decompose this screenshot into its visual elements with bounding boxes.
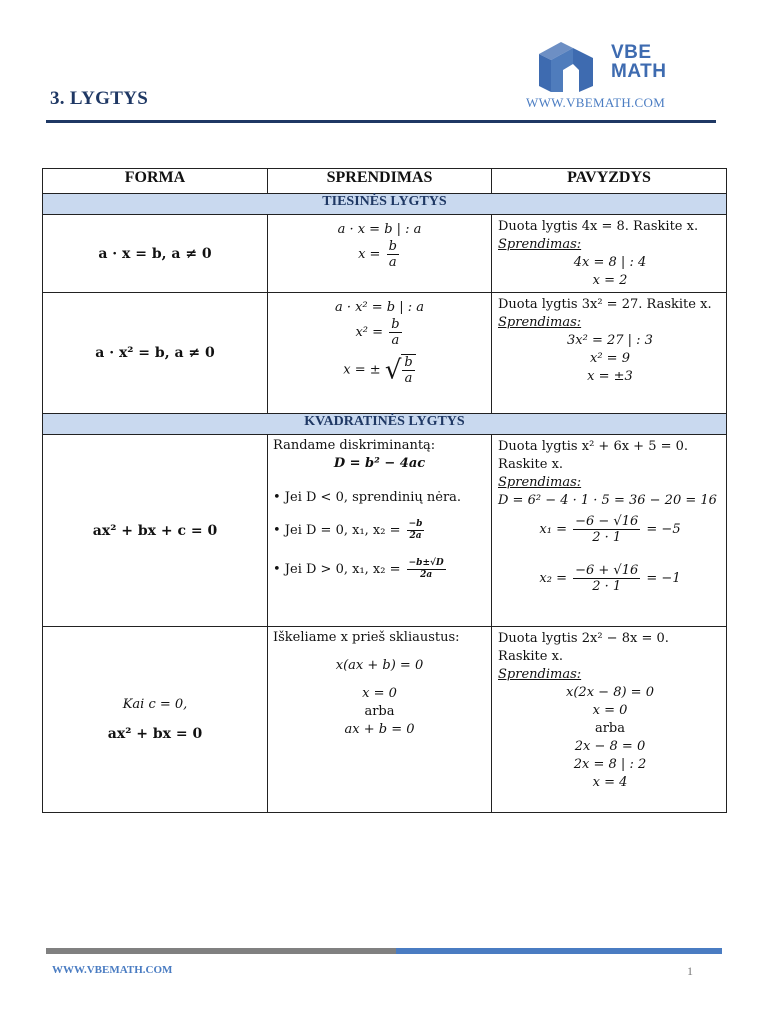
- logo-text-line2: MATH: [611, 61, 667, 82]
- example-step: 2x − 8 = 0: [574, 739, 646, 754]
- example-step: x(2x − 8) = 0: [566, 685, 654, 700]
- example-step: x = ±3: [587, 369, 633, 384]
- example-intro: Duota lygtis 3x² = 27. Raskite x.: [498, 297, 712, 312]
- solution-root-lhs: x = ±: [343, 362, 381, 378]
- solution-lhs: x² =: [355, 325, 384, 340]
- root-value: = −5: [646, 522, 681, 537]
- solution-step: a · x² = b | : a: [334, 300, 425, 315]
- page-number: 1: [687, 964, 693, 978]
- page-title: 3. LYGTYS: [50, 88, 149, 109]
- example-step: x = 2: [592, 273, 628, 288]
- logo-text-line1: VBE: [611, 42, 652, 63]
- fraction-denominator: 2 · 1: [592, 579, 622, 594]
- root-lhs: x₁ =: [539, 522, 567, 537]
- vbemath-logo: [539, 40, 679, 92]
- example-step: arba: [594, 721, 626, 736]
- fraction-numerator: b: [388, 239, 397, 254]
- header-divider: [46, 120, 716, 123]
- forma-cell: [43, 627, 268, 813]
- footer-site-url[interactable]: WWW.VBEMATH.COM: [52, 964, 173, 976]
- example-step: x = 0: [592, 703, 628, 718]
- solution-step: ax + b = 0: [344, 722, 415, 737]
- fraction-numerator: −b±√D: [408, 558, 444, 568]
- forma-cell: [43, 435, 268, 627]
- solution-step: arba: [364, 704, 395, 719]
- fraction: [573, 514, 640, 545]
- solution-cell: [268, 435, 492, 627]
- table-row: [43, 435, 727, 627]
- column-header-forma: FORMA: [43, 169, 268, 194]
- example-cell: [492, 627, 727, 813]
- column-header-sprendimas: SPRENDIMAS: [268, 169, 492, 194]
- fraction-denominator: a: [388, 255, 397, 270]
- example-intro: Duota lygtis 2x² − 8x = 0.: [498, 631, 669, 646]
- example-cell: [492, 293, 727, 414]
- solution-step: x = 0: [362, 686, 397, 701]
- square-root: √ $\frac{b}{a}$: [385, 354, 416, 386]
- fraction-denominator: 2 · 1: [592, 530, 622, 545]
- example-intro: Raskite x.: [498, 457, 564, 472]
- fraction-numerator: −6 − √16: [575, 514, 639, 529]
- fraction-denominator: 2a: [409, 531, 422, 541]
- example-label: Sprendimas:: [498, 237, 582, 252]
- fraction-denominator: a: [391, 333, 400, 348]
- example-label: Sprendimas:: [498, 475, 582, 490]
- root-lhs: x₂ =: [539, 571, 567, 586]
- cube-logo-icon: [539, 42, 595, 92]
- solution-cell: [268, 627, 492, 813]
- fraction: [387, 239, 399, 270]
- example-step: x = 4: [592, 775, 628, 790]
- fraction: [407, 558, 446, 581]
- example-step: 3x² = 27 | : 3: [567, 333, 653, 348]
- example-label: Sprendimas:: [498, 667, 582, 682]
- discriminant-formula: D = b² − 4ac: [333, 456, 426, 471]
- forma-equation: ax² + bx + c = 0: [92, 522, 218, 539]
- section-title-quadratic: KVADRATINĖS LYGTYS: [43, 414, 727, 435]
- table-header-row: [43, 169, 727, 194]
- root-value: = −1: [646, 571, 681, 586]
- example-intro: Duota lygtis x² + 6x + 5 = 0.: [498, 439, 689, 454]
- fraction-numerator: b: [404, 355, 413, 370]
- solution-intro: Iškeliame x prieš skliaustus:: [273, 630, 460, 645]
- solution-step: a · x = b | : a: [337, 222, 422, 237]
- solution-lhs: x =: [358, 247, 381, 262]
- forma-cell: [43, 215, 268, 293]
- case-d-positive: • Jei D > 0, x₁, x₂ =: [273, 562, 401, 577]
- header-site-url[interactable]: WWW.VBEMATH.COM: [526, 95, 666, 110]
- forma-note: Kai c = 0,: [122, 697, 188, 712]
- solution-intro: Randame diskriminantą:: [273, 438, 436, 453]
- solution-step: x(ax + b) = 0: [335, 658, 424, 673]
- fraction-denominator: a: [404, 371, 413, 386]
- example-cell: [492, 215, 727, 293]
- solution-cell: [268, 293, 492, 414]
- footer-bar-grey: [46, 948, 396, 954]
- example-label: Sprendimas:: [498, 315, 582, 330]
- forma-cell: [43, 293, 268, 414]
- example-intro: Duota lygtis 4x = 8. Raskite x.: [498, 219, 699, 234]
- table-row: [43, 627, 727, 813]
- example-intro: Raskite x.: [498, 649, 564, 664]
- forma-equation: a · x = b, a ≠ 0: [98, 245, 212, 262]
- case-d-negative: • Jei D < 0, sprendinių nėra.: [273, 490, 462, 505]
- forma-equation: ax² + bx = 0: [107, 726, 203, 742]
- fraction-numerator: −6 + √16: [575, 563, 639, 578]
- fraction: [573, 563, 640, 594]
- case-d-zero: • Jei D = 0, x₁, x₂ =: [273, 523, 401, 538]
- example-step: 4x = 8 | : 4: [573, 255, 647, 270]
- example-discriminant: D = 6² − 4 · 1 · 5 = 36 − 20 = 16: [498, 493, 717, 508]
- section-row-linear: [43, 194, 727, 215]
- forma-equation: a · x² = b, a ≠ 0: [95, 345, 215, 361]
- fraction: [407, 519, 425, 542]
- footer-bar-blue: [396, 948, 722, 954]
- fraction-denominator: 2a: [420, 570, 433, 580]
- column-header-pavyzdys: PAVYZDYS: [492, 169, 727, 194]
- section-title-linear: TIESINĖS LYGTYS: [43, 194, 727, 215]
- section-row-quadratic: [43, 414, 727, 435]
- example-cell: [492, 435, 727, 627]
- example-step: 2x = 8 | : 2: [573, 757, 647, 772]
- example-step: x² = 9: [590, 351, 630, 366]
- table-row: [43, 215, 727, 293]
- solution-cell: [268, 215, 492, 293]
- table-row: [43, 293, 727, 414]
- fraction-numerator: −b: [408, 519, 423, 529]
- equations-table: [42, 168, 727, 813]
- fraction-numerator: b: [391, 317, 400, 332]
- fraction: [389, 317, 401, 348]
